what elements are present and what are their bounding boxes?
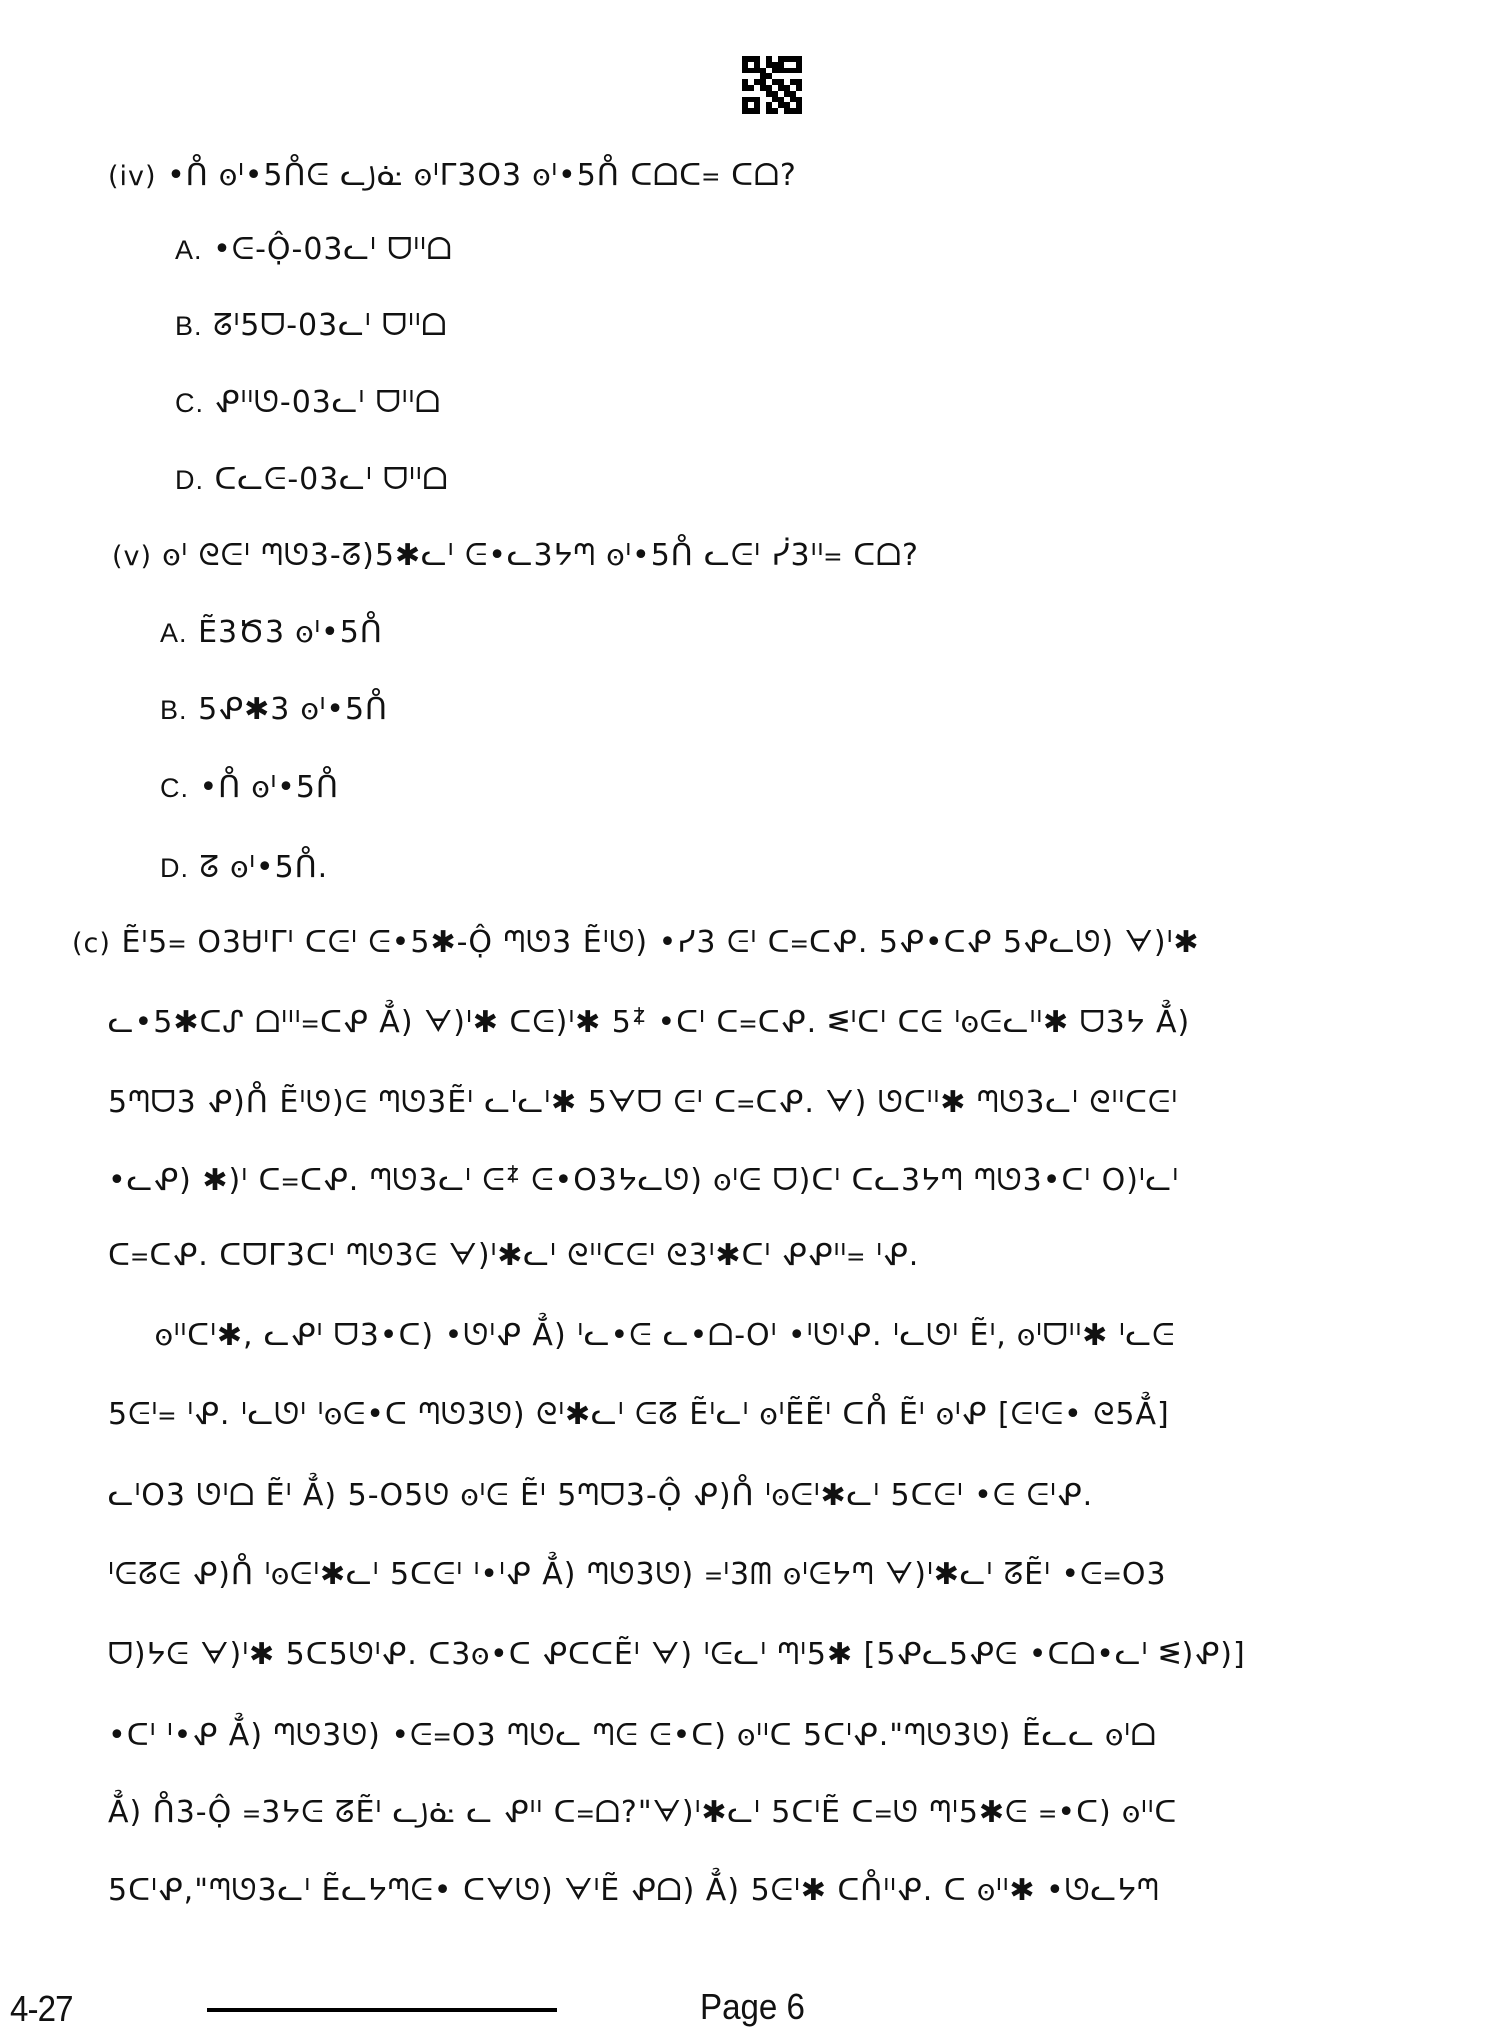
- option-label: D.: [175, 465, 204, 495]
- paragraph-2-line-8: 5ᑕᑊᕵ,"ᘉᘎ3ᓚᑊ Ẽᓚᔭᘉᕮ• ᑕᗄᘎ) ᗄᑊẼ ᕵᗝ) Ẳ) 5ᕮᑊ✱ ᑕᑍᑊᑊᕵ. ᑕ 𐍈ᑊᑊ✱ •ᘎᓚᔭᘉ: [108, 1873, 1160, 1908]
- page-number: Page 6: [700, 1986, 805, 2027]
- option-text: 5ᕵ✱3 𐍈ᑊ•5ᑍ: [198, 692, 388, 727]
- option-a: [160, 615, 383, 650]
- option-text: •ᕮ-Ộ-03ᓚᑊ ᗜᑊᑊᗝ: [213, 232, 453, 267]
- option-a: [175, 232, 453, 267]
- section-c-line-3: 5ᘉᗜ3 ᕵ)ᑍ Ẽᑊᘎ)ᕮ ᘉᘎ3Ẽᑊ ᓚᑊᓚᑊ✱ 5ᗄᗜ ᕮᑊ ᑕ᐀ᑕᕵ. ᗄ) ᘎᑕᑊᑊ✱ ᘉᘎ3ᓚᑊ ᘓᑊᑊᑕᕮᑊ: [108, 1085, 1178, 1120]
- option-text: ᘔᑊ5ᗜ-03ᓚᑊ ᗜᑊᑊᗝ: [213, 308, 448, 343]
- paragraph-2-line-7: Ẳ) ᑍ3-Ộ ᐀3ᔭᕮ ᘔẼᑊ ᓚ꠸ᓎ ᓚ ᕵᑊᑊ ᑕ᐀ᗝ?"ᗄ)ᑊ✱ᓚᑊ 5ᑕᑊẼ ᑕ᐀ᘎ ᘉᑊ5✱ᕮ ᐀•ᑕ) 𐍈ᑊᑊᑕ: [108, 1795, 1178, 1830]
- question-number: (v): [112, 541, 153, 572]
- option-b: [175, 308, 447, 343]
- paragraph-2-line-6: •ᑕᑊ ᑊ•ᕵ Ẳ) ᘉᘎ3ᘎ) •ᕮ᐀Ο3 ᘉᘎᓚ ᘉᕮ ᕮ•ᑕ) 𐍈ᑊᑊᑕ 5ᑕᑊᕵ."ᘉᘎ3ᘎ) Ẽᓚᓚ 𐍈ᑊᗝ: [108, 1718, 1157, 1753]
- option-text: ᕵᑊᑊᘎ-03ᓚᑊ ᗜᑊᑊᗝ: [214, 385, 442, 420]
- question-v: [112, 538, 919, 573]
- section-c-line-5: ᑕ᐀ᑕᕵ. ᑕᗜᒥ3ᑕᑊ ᘉᘎ3ᕮ ᗄ)ᑊ✱ᓚᑊ ᘓᑊᑊᑕᕮᑊ ᘓ3ᑊ✱ᑕᑊ ᕵᕵᑊᑊ᐀ ᑊᕵ.: [108, 1238, 920, 1273]
- paragraph-2-line-4: ᑊᕮᘔᕮ ᕵ)ᑍ ᑊ𐍈ᕮᑊ✱ᓚᑊ 5ᑕᕮᑊ ᑊ•ᑊᕵ Ẳ) ᘉᘎ3ᘎ) ᐀ᑊ3ᗰ 𐍈ᑊᕮᔭᘉ ᗄ)ᑊ✱ᓚᑊ ᘔẼᑊ •ᕮ᐀Ο3: [108, 1557, 1167, 1592]
- option-label: B.: [175, 311, 203, 341]
- paragraph-2-line-5: ᗜ)ᔭᕮ ᗄ)ᑊ✱ 5ᑕ5ᘎᑊᕵ. ᑕ3𐍈•ᑕ ᕵᑕᑕẼᑊ ᗄ) ᑊᕮᓚᑊ ᘉᑊ5✱ [5ᕵᓚ5ᕵᕮ •ᑕᗝ•ᓚᑊ ᓬ)ᕵ)]: [108, 1637, 1246, 1672]
- option-label: A.: [160, 618, 188, 648]
- option-c: [175, 385, 441, 420]
- option-label: D.: [160, 853, 189, 883]
- paragraph-2-line-2: 5ᕮᑊ᐀ ᑊᕵ. ᑊᓚᘎᑊ ᑊ𐍈ᕮ•ᑕ ᘉᘎ3ᘎ) ᘓᑊ✱ᓚᑊ ᕮᘔ Ẽᑊᓚᑊ 𐍈ᑊẼẼᑊ ᑕᑍ Ẽᑊ 𐍈ᑊᕵ [ᕮᑊᕮ• ᘓ5Ẳ]: [108, 1397, 1170, 1432]
- option-text: Ẽ3Ծ3 𐍈ᑊ•5ᑍ: [198, 615, 383, 650]
- footer-divider: [207, 2008, 557, 2012]
- qr-code: [742, 56, 802, 114]
- option-label: C.: [175, 388, 204, 418]
- paragraph-2-line-3: ᓚᑊΟ3 ᘎᑊᗝ Ẽᑊ Ẳ) 5-Ο5ᘎ 𐍈ᑊᕮ Ẽᑊ 5ᘉᗜ3-Ộ ᕵ)ᑍ ᑊ𐍈ᕮᑊ✱ᓚᑊ 5ᑕᕮᑊ •ᕮ ᕮᑊᕵ.: [108, 1478, 1094, 1513]
- question-text: 𐍈ᑊ ᘓᕮᑊ ᘉᘎ3-ᘔ)5✱ᓚᑊ ᕮ•ᓚ3ᔭᘉ 𐍈ᑊ•5ᑍ ᓚᕮᑊ ᓰ3ᑊᑊ᐀ ᑕᗝ?: [162, 538, 919, 573]
- option-label: A.: [175, 235, 203, 265]
- paper-code: 4-27: [10, 1988, 73, 2029]
- option-text: •ᑍ 𐍈ᑊ•5ᑍ: [199, 770, 339, 805]
- option-b: [160, 692, 388, 727]
- section-c-line-1: [72, 925, 1200, 960]
- option-text: ᑕᓚᕮ-03ᓚᑊ ᗜᑊᑊᗝ: [214, 462, 449, 497]
- option-label: B.: [160, 695, 188, 725]
- paragraph-text: Ẽᑊ5᐀ Ο3Ꮜᑊᒥᑊ ᑕᕮᑊ ᕮ•5✱-Ộ ᘉᘎ3 Ẽᑊᘎ) •ᓯ3 ᕮᑊ ᑕ᐀ᑕᕵ. 5ᕵ•ᑕᕵ 5ᕵᓚᘎ) ᗄ)ᑊ✱: [121, 925, 1200, 960]
- question-number: (iv): [108, 161, 157, 192]
- question-text: •ᑍ 𐍈ᑊ•5ᑍᕮ ᓚ꠸ᓎ 𐍈ᑊᒥ3Ο3 𐍈ᑊ•5ᑍ ᑕᗝᑕ᐀ ᑕᗝ?: [167, 158, 797, 193]
- option-text: ᘔ 𐍈ᑊ•5ᑍ.: [199, 850, 329, 885]
- option-d: [160, 850, 328, 885]
- option-label: C.: [160, 773, 189, 803]
- section-label: (c): [72, 928, 111, 959]
- option-c: [160, 770, 339, 805]
- paragraph-2-line-1: 𐍈ᑊᑊᑕᑊ✱, ᓚᕵᑊ ᗜ3•ᑕ) •ᘎᑊᕵ Ẳ) ᑊᓚ•ᕮ ᓚ•ᗝ-Οᑊ •ᑊᘎᑊᕵ. ᑊᓚᘎᑊ Ẽᑊ, 𐍈ᑊᗜᑊᑊ✱ ᑊᓚᕮ: [155, 1318, 1176, 1353]
- section-c-line-4: •ᓚᕵ) ✱)ᑊ ᑕ᐀ᑕᕵ. ᘉᘎ3ᓚᑊ ᕮᙇ ᕮ•Ο3ᔭᓚᘎ) 𐍈ᑊᕮ ᗜ)ᑕᑊ ᑕᓚ3ᔭᘉ ᘉᘎ3•ᑕᑊ Ο)ᑊᓚᑊ: [108, 1163, 1179, 1198]
- question-iv: [108, 158, 797, 198]
- option-d: [175, 462, 448, 497]
- section-c-line-2: ᓚ•5✱ᑕᔑ ᗝᑊᑊᑊ᐀ᑕᕵ Ẳ) ᗄ)ᑊ✱ ᑕᕮ)ᑊ✱ 5ᙇ •ᑕᑊ ᑕ᐀ᑕᕵ. ᓬᑊᑕᑊ ᑕᕮ ᑊ𐍈ᕮᓚᑊᑊ✱ ᗜ3ᔭ Ẳ): [108, 1005, 1191, 1040]
